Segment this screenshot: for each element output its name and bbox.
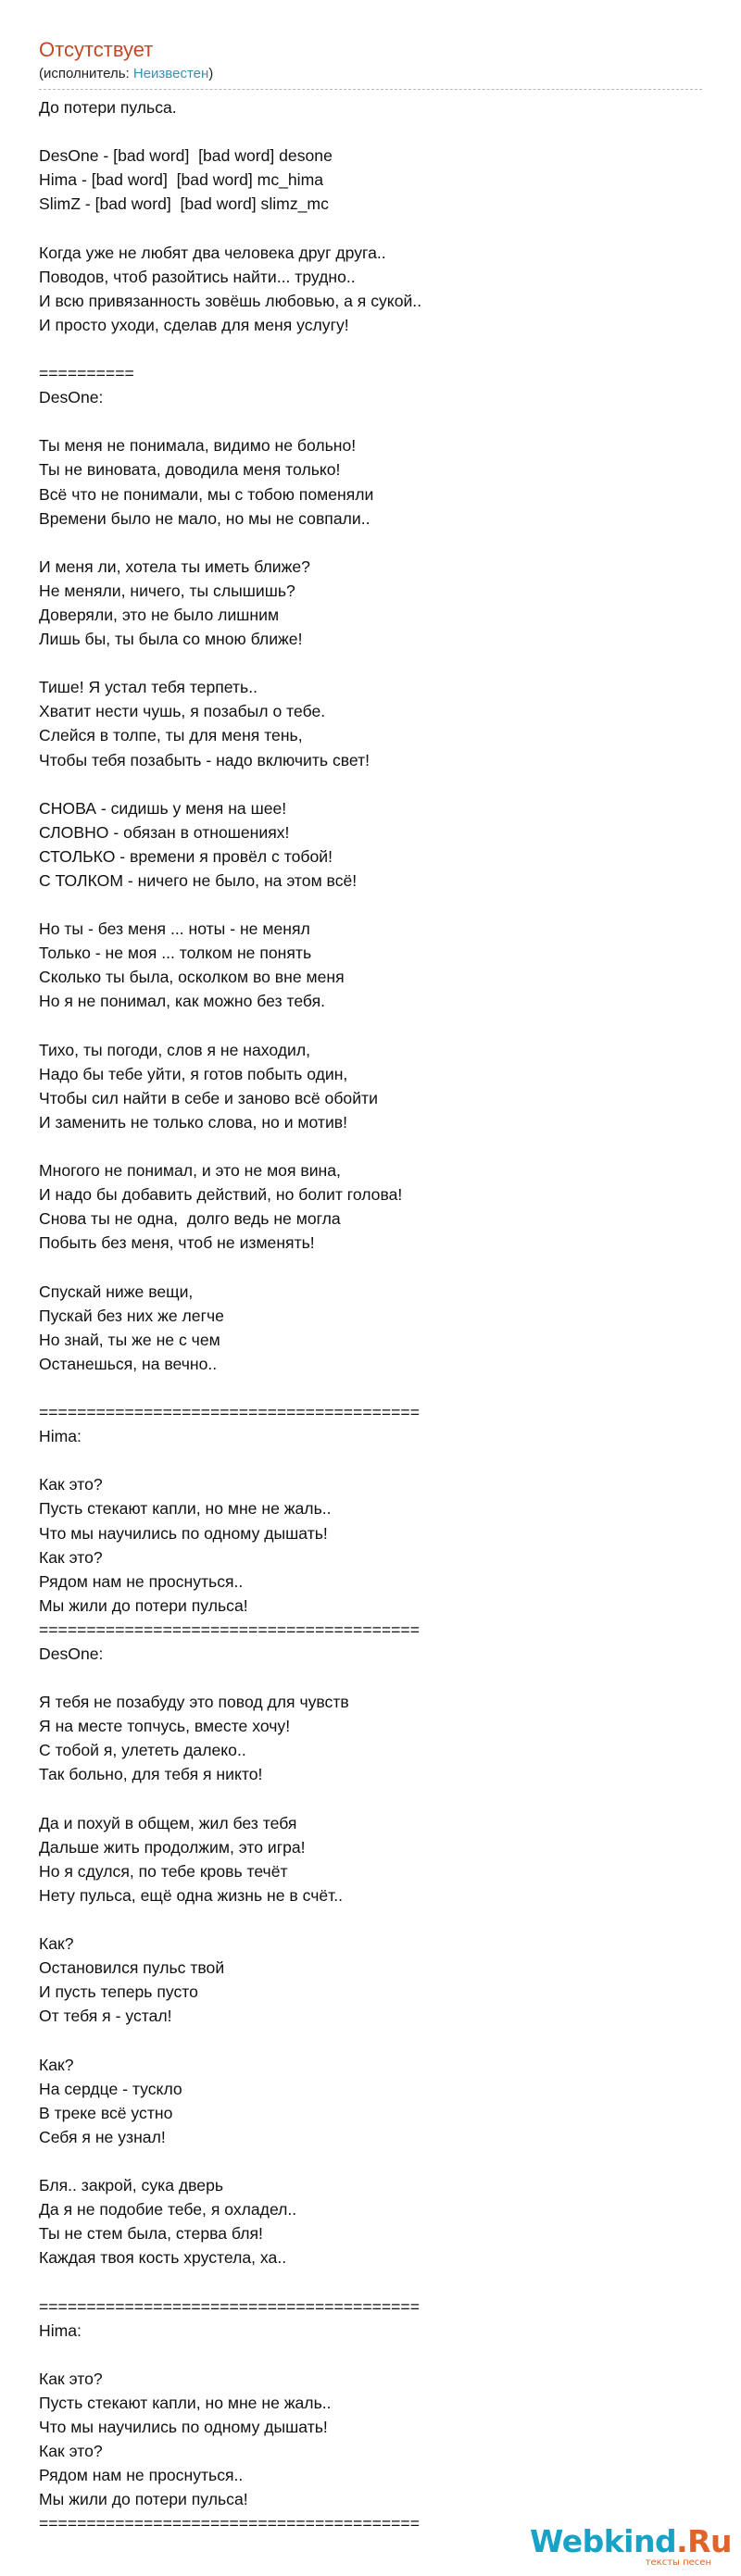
logo-word: Webkind	[530, 2523, 677, 2559]
logo-wordmark	[530, 2523, 733, 2559]
site-logo[interactable]	[530, 2523, 733, 2572]
performer-line	[39, 65, 702, 90]
lyrics-text: До потери пульса. DesOne - [bad word] [bad word] desone Hima - [bad word] [bad word] mc_hima SlimZ - [bad word] [bad word] slimz_mc Когда уже не любят два человека друг друга.. Поводов, чтоб разойтись найти... трудно.. И всю привязанность зовёшь любовью, а я сукой.. И просто уходи, сделав для меня услугу! ========== DesOne: Ты меня не понимала, видимо не больно! Ты не виновата, доводила меня только! Всё что не понимали, мы с тобою поменяли Времени было не мало, но мы не совпали.. И меня ли, хотела ты иметь ближе? Не меняли, ничего, ты слышишь? Доверяли, это не было лишним Лишь бы, ты была со мною ближе! Тише! Я устал тебя терпеть.. Хватит нести чушь, я позабыл о тебе. Слейся в толпе, ты для меня тень, Чтобы тебя позабыть - надо включить свет! СНОВА - сидишь у меня на шее! СЛОВНО - обязан в отношениях! СТОЛЬКО - времени я провёл с тобой! С ТОЛКОМ - ничего не было, на этом всё! Но ты - без меня ... ноты - не менял Только - не моя ... толком не понять Сколько ты была, осколком во вне меня Но я не понимал, как можно без тебя. Тихо, ты погоди, слов я не находил, Надо бы тебе уйти, я готов побыть один, Чтобы сил найти в себе и заново всё обойти И заменить не только слова, но и мотив! Многого не понимал, и это не моя вина, И надо бы добавить действий, но болит голова! Снова ты не одна, долго ведь не могла Побыть без меня, чтоб не изменять! Спускай ниже вещи, Пускай без них же легче Но знай, ты же не с чем Останешься, на вечно.. ======================================== Hima: Как это? Пусть стекают капли, но мне не жаль.. Что мы научились по одному дышать! Как это? Рядом нам не проснуться.. Мы жили до потери пульса! ======================================== DesOne: Я тебя не позабуду это повод для чувств Я на месте топчусь, вместе хочу! С тобой я, улететь далеко.. Так больно, для тебя я никто! Да и похуй в общем, жил без тебя Дальше жить продолжим, это игра! Но я сдулся, по тебе кровь течёт Нету пульса, ещё одна жизнь не в счёт.. Как? Остановился пульс твой И пусть теперь пусто От тебя я - устал! Как? На сердце - тускло В треке всё устно Себя я не узнал! Бля.. закрой, сука дверь Да я не подобие тебе, я охладел.. Ты не стем была, стерва бля! Каждая твоя кость хрустела, ха.. ======================================== Hima: Как это? Пусть стекают капли, но мне не жаль.. Что мы научились по одному дышать! Как это? Рядом нам не проснуться.. Мы жили до потери пульса! ========================================	[39, 98, 422, 2533]
song-title: Отсутствует	[39, 38, 154, 61]
performer-link[interactable]: Неизвестен	[132, 66, 209, 81]
performer-prefix: (исполнитель:	[39, 66, 133, 81]
song-header	[39, 37, 702, 90]
logo-tld: .Ru	[676, 2523, 733, 2559]
performer-suffix: )	[208, 66, 214, 81]
logo-subtitle: тексты песен	[645, 2557, 711, 2568]
